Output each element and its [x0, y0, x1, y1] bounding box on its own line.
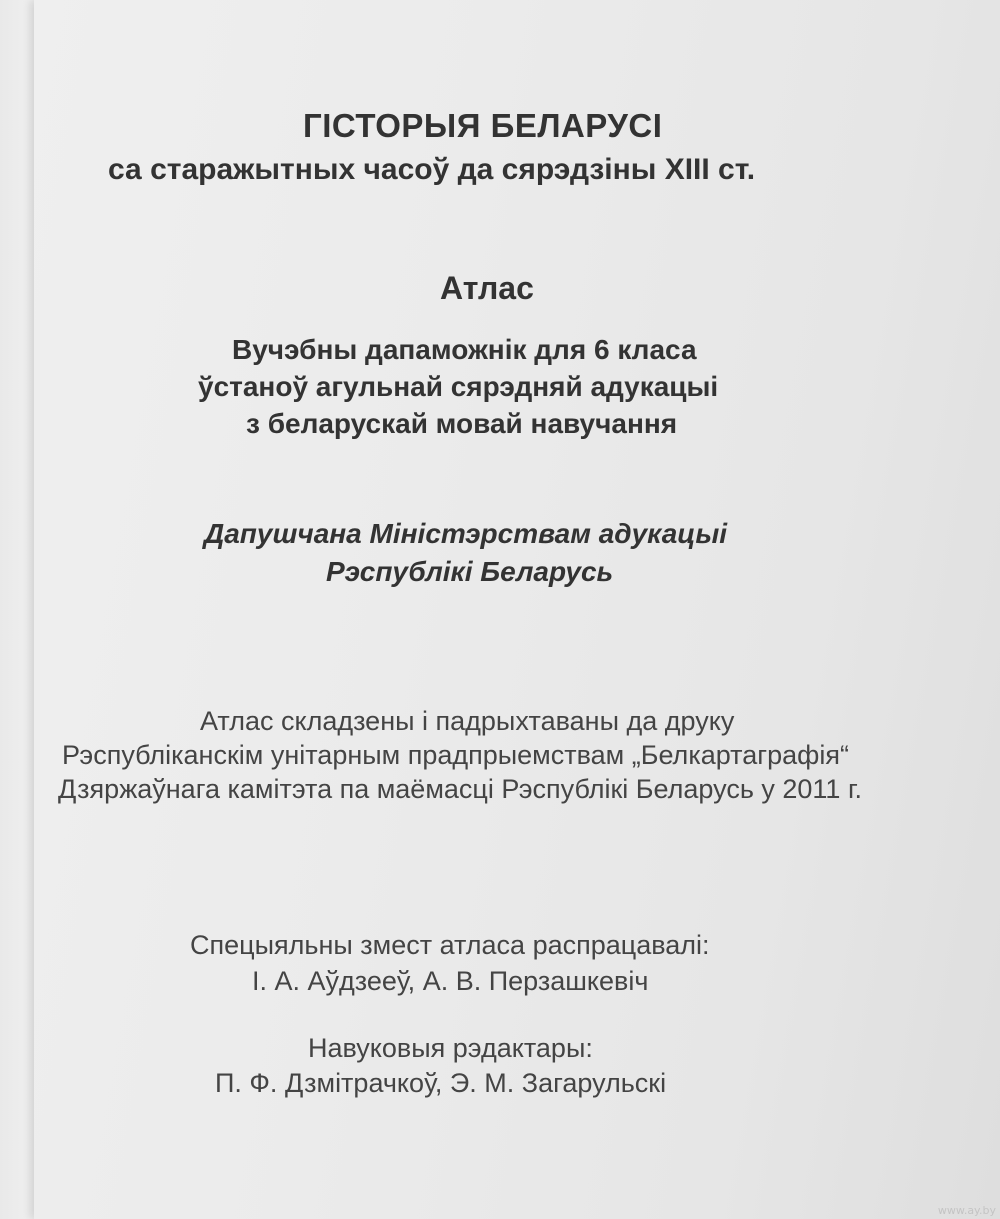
purpose-line-2: ўстаноў агульнай сярэдняй адукацыі	[198, 371, 719, 402]
watermark: www.ay.by	[937, 1204, 996, 1217]
atlas-label: Атлас	[440, 270, 534, 306]
editors-heading: Навуковыя рэдактары:	[308, 1033, 593, 1063]
approval-line-2: Рэспублікі Беларусь	[326, 556, 614, 587]
authors-heading: Спецыяльны змест атласа распрацавалі:	[190, 930, 710, 960]
authors-names: І. А. Аўдзееў, А. В. Перзашкевіч	[252, 966, 649, 996]
publisher-line-3: Дзяржаўнага камітэта па маёмасці Рэспублікі Беларусь у 2011 г.	[58, 774, 863, 804]
publisher-line-1: Атлас складзены і падрыхтаваны да друку	[200, 706, 735, 736]
purpose-line-3: з беларускай мовай навучання	[246, 408, 678, 439]
editors-names: П. Ф. Дзмітрачкоў, Э. М. Загарульскі	[215, 1068, 667, 1098]
approval-line-1: Дапушчана Міністэрствам адукацыі	[204, 518, 728, 549]
publisher-line-2: Рэспубліканскім унітарным прадпрыемствам „Белкартаграфія“	[62, 740, 849, 770]
purpose-line-1: Вучэбны дапаможнік для 6 класа	[232, 334, 697, 365]
book-subtitle: са старажытных часоў да сярэдзіны XIII ст.	[108, 153, 756, 186]
book-title: ГІСТОРЫЯ БЕЛАРУСІ	[303, 107, 663, 144]
